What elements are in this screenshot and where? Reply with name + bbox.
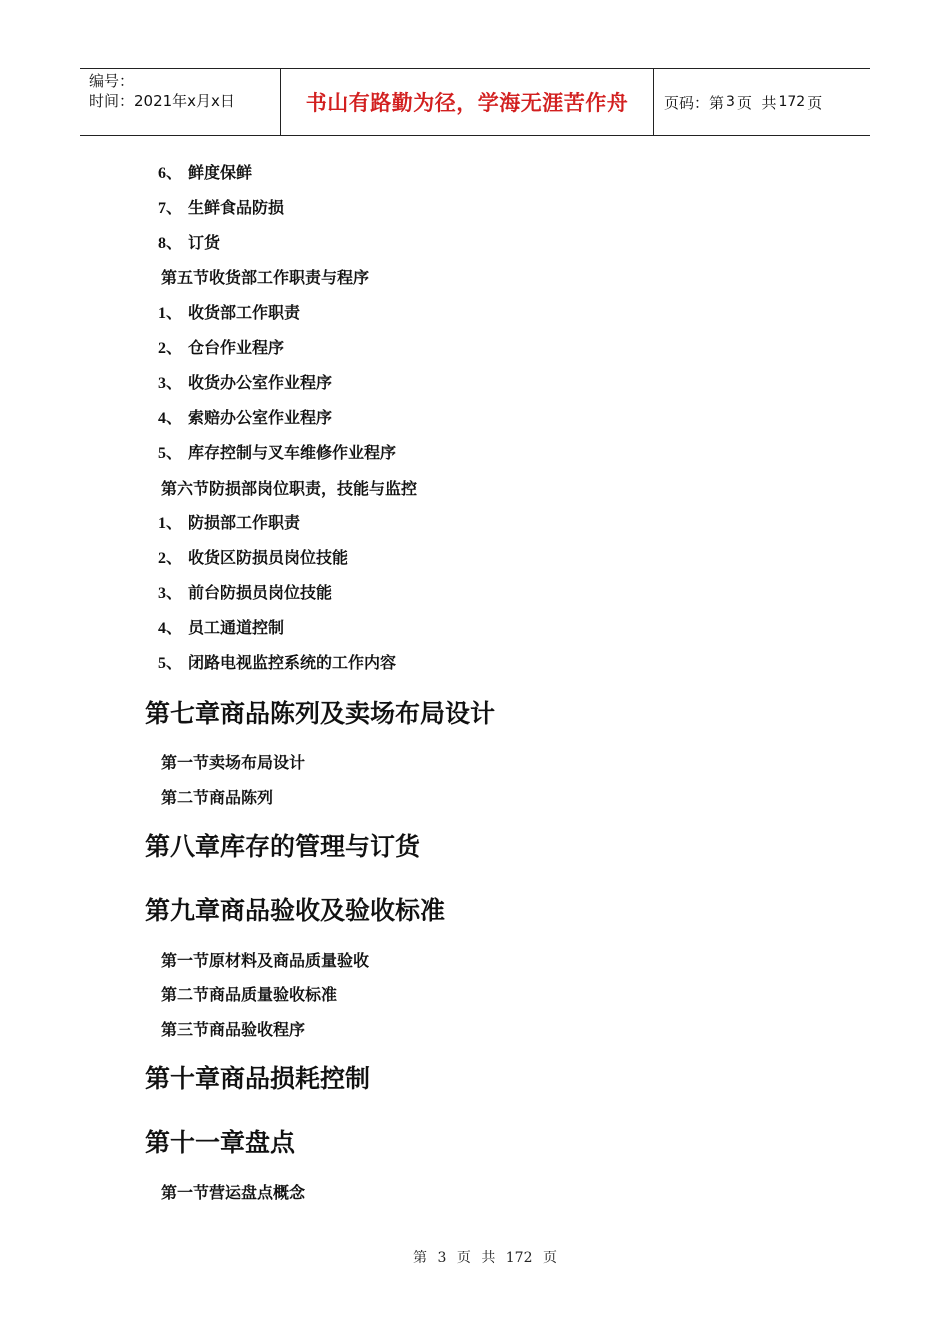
page-suffix: 页 — [807, 93, 823, 112]
toc-item — [158, 580, 332, 603]
toc-item-text: 库存控制与叉车维修作业程序 — [188, 443, 397, 462]
number-label: 编号： — [89, 72, 135, 90]
toc-item-text: 订货 — [188, 233, 221, 252]
toc-item-text: 员工通道控制 — [188, 618, 285, 637]
toc-item — [158, 615, 284, 638]
header-meta — [80, 69, 281, 135]
toc-item-text: 收货办公室作业程序 — [188, 373, 333, 392]
toc-item-text: 生鲜食品防损 — [188, 198, 285, 217]
toc-item — [158, 405, 332, 428]
toc-item-number: 1、 — [158, 515, 183, 532]
toc-chapter-7: 第七章商品陈列及卖场布局设计 — [145, 699, 496, 728]
toc-item-number: 2、 — [158, 340, 183, 357]
page-footer — [0, 1247, 950, 1267]
toc-section: 第一节原材料及商品质量验收 — [161, 951, 370, 970]
header-motto-cell — [281, 69, 654, 135]
toc-item-text: 前台防损员岗位技能 — [188, 583, 333, 602]
toc-section-5: 第五节收货部工作职责与程序 — [161, 268, 370, 287]
toc-item-number: 4、 — [158, 620, 183, 637]
toc-item — [158, 370, 332, 393]
page-mid: 页 共 — [736, 93, 777, 112]
toc-item-text: 防损部工作职责 — [188, 513, 301, 532]
toc-item-text: 收货部工作职责 — [188, 303, 301, 322]
toc-item-number: 1、 — [158, 305, 183, 322]
page-header — [80, 68, 870, 136]
toc-item — [158, 650, 396, 673]
header-page-info — [654, 69, 870, 135]
toc-item-number: 7、 — [158, 200, 183, 217]
toc-section: 第一节卖场布局设计 — [161, 753, 306, 772]
toc-item-number: 6、 — [158, 165, 183, 182]
toc-item-number: 3、 — [158, 375, 183, 392]
toc-item-number: 5、 — [158, 445, 183, 462]
toc-chapter-11: 第十一章盘点 — [145, 1128, 296, 1157]
toc-item — [158, 510, 300, 533]
toc-item — [158, 335, 284, 358]
toc-chapter-8: 第八章库存的管理与订货 — [145, 832, 421, 861]
toc-item-text: 索赔办公室作业程序 — [188, 408, 333, 427]
toc-section: 第二节商品陈列 — [161, 788, 274, 807]
toc-item — [158, 545, 348, 568]
toc-item-text: 收货区防损员岗位技能 — [188, 548, 349, 567]
toc-item-number: 8、 — [158, 235, 183, 252]
toc-item — [158, 195, 284, 218]
footer-di: 第 — [413, 1250, 428, 1266]
toc-section: 第二节商品质量验收标准 — [161, 985, 338, 1004]
toc-item — [158, 300, 300, 323]
toc-item-text: 闭路电视监控系统的工作内容 — [188, 653, 397, 672]
footer-page-number: 3 — [437, 1250, 447, 1266]
toc-section-6: 第六节防损部岗位职责，技能与监控 — [161, 479, 418, 498]
toc-item — [158, 440, 396, 463]
motto: 书山有路勤为径，学海无涯苦作舟 — [305, 91, 629, 115]
toc-item — [158, 230, 220, 253]
toc-section: 第一节营运盘点概念 — [161, 1183, 306, 1202]
toc-item-number: 4、 — [158, 410, 183, 427]
page-current: 3 — [726, 94, 735, 110]
toc-section: 第三节商品验收程序 — [161, 1020, 306, 1039]
toc-item-text: 仓台作业程序 — [188, 338, 285, 357]
footer-gong: 共 — [481, 1250, 496, 1266]
toc-item — [158, 160, 252, 183]
toc-item-number: 3、 — [158, 585, 183, 602]
footer-ye2: 页 — [542, 1250, 557, 1266]
toc-item-number: 2、 — [158, 550, 183, 567]
toc-item-number: 5、 — [158, 655, 183, 672]
toc-chapter-10: 第十章商品损耗控制 — [145, 1064, 371, 1093]
page-total: 172 — [778, 94, 806, 110]
page-prefix: 页码：第 — [664, 93, 725, 112]
time-label: 时间：2021年x月x日 — [89, 92, 235, 110]
toc-item-text: 鲜度保鲜 — [188, 163, 253, 182]
toc-chapter-9: 第九章商品验收及验收标准 — [145, 896, 446, 925]
footer-total-pages: 172 — [505, 1250, 533, 1266]
footer-ye: 页 — [456, 1250, 471, 1266]
